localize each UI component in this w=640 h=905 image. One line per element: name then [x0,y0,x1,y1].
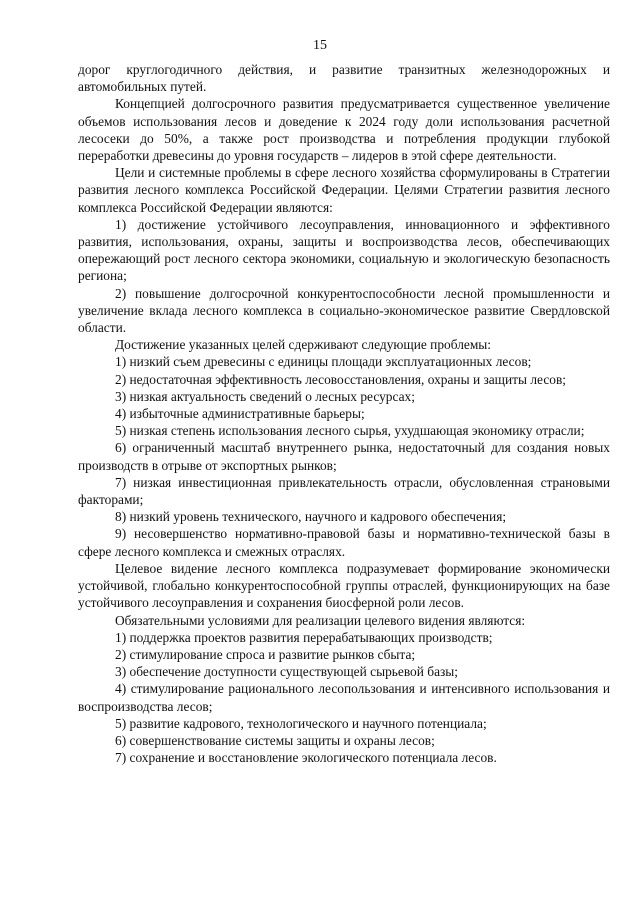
condition-item-4: 4) стимулирование рационального лесопользования и интенсивного использования и воспроизводства лесов; [78,681,610,714]
goal-item-1: 1) достижение устойчивого лесоуправления, инновационного и эффективного развития, использования, охраны, защиты и воспроизводства лесов, обеспечивающих опережающий рост лесного сектора экономики, социальную и экологическую безопасность региона; [78,216,610,284]
paragraph-continuation: дорог круглогодичного действия, и развитие транзитных железнодорожных и автомобильных путей. [78,62,610,95]
problem-item-9: 9) несовершенство нормативно-правовой базы и нормативно-технической базы в сфере лесного комплекса и смежных отраслях. [78,526,610,559]
page-number: 15 [313,38,327,53]
condition-item-6: 6) совершенствование системы защиты и охраны лесов; [115,732,435,748]
goal-item-2: 2) повышение долгосрочной конкурентоспособности лесной промышленности и увеличение вклада лесного комплекса в социально-экономическое развитие Свердловской области. [78,285,610,336]
condition-item-7: 7) сохранение и восстановление экологического потенциала лесов. [115,750,497,766]
problem-item-1: 1) низкий съем древесины с единицы площади эксплуатационных лесов; [115,354,532,370]
problem-item-5: 5) низкая степень использования лесного сырья, ухудшающая экономику отрасли; [115,423,585,439]
problem-item-7: 7) низкая инвестиционная привлекательность отрасли, обусловленная страновыми факторами; [78,474,610,508]
condition-item-3: 3) обеспечение доступности существующей сырьевой базы; [115,664,459,680]
paragraph-goals-intro: Цели и системные проблемы в сфере лесного хозяйства сформулированы в Стратегии развития лесного комплекса Российской Федерации. Целями Стратегии развития лесного комплекса Российской Федерации являются: [78,165,610,215]
paragraph-problems-intro: Достижение указанных целей сдерживают следующие проблемы: [115,337,492,353]
document-body [78,61,610,766]
problem-item-4: 4) избыточные административные барьеры; [115,406,365,422]
condition-item-1: 1) поддержка проектов развития перерабатывающих производств; [115,629,493,645]
paragraph-target-vision: Целевое видение лесного комплекса подразумевает формирование экономически устойчивой, глобально конкурентоспособной группы отраслей, функционирующих на базе устойчивого лесоуправления и сохранения биосферной роли лесов. [78,560,610,611]
problem-item-2: 2) недостаточная эффективность лесовосстановления, охраны и защиты лесов; [115,371,566,387]
condition-item-2: 2) стимулирование спроса и развитие рынков сбыта; [115,646,416,662]
paragraph-conditions-intro: Обязательными условиями для реализации целевого видения являются: [115,612,526,628]
problem-item-3: 3) низкая актуальность сведений о лесных ресурсах; [115,388,415,404]
problem-item-6: 6) ограниченный масштаб внутреннего рынка, недостаточный для создания новых производств в отрыве от экспортных рынков; [78,440,610,473]
paragraph-concept: Концепцией долгосрочного развития предусматривается существенное увеличение объемов использования лесов и доведение к 2024 году доли использования расчетной лесосеки до 50%, а также рост производства и потребления продукции глубокой переработки древесины до уровня государств – лидеров в этой сфере деятельности. [78,96,610,164]
condition-item-5: 5) развитие кадрового, технологического и научного потенциала; [115,715,487,731]
problem-item-8: 8) низкий уровень технического, научного и кадрового обеспечения; [115,509,507,525]
